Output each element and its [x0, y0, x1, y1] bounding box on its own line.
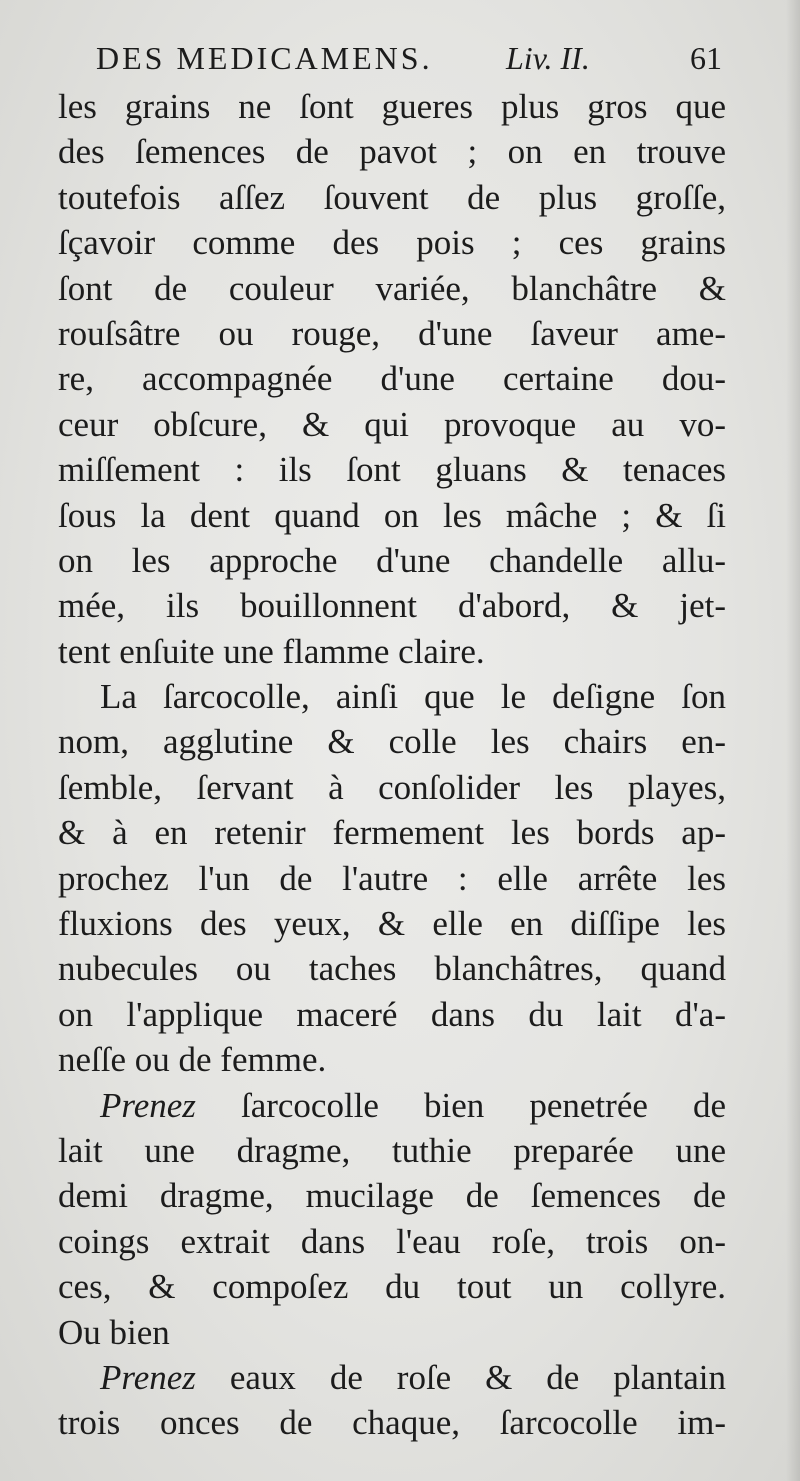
recipe-keyword: Prenez [100, 1357, 196, 1397]
text-line: La ſarcocolle, ainſi que le deſigne ſon [100, 677, 726, 717]
recipe-keyword: Prenez [100, 1085, 196, 1125]
running-head-title: DES MEDICAMENS. [96, 40, 433, 76]
text-line: rouſsâtre ou rouge, d'une ſaveur ame- [58, 313, 726, 353]
text-line: on les approche d'une chandelle allu- [58, 540, 726, 580]
text-line: fluxions des yeux, & elle en diſſipe les [58, 904, 726, 944]
text-line-rest: eaux de roſe & de plantain [229, 1357, 726, 1397]
paragraph-1 [58, 84, 726, 674]
page-number: 61 [690, 40, 722, 76]
text-line: mée, ils bouillonnent d'abord, & jet- [58, 586, 726, 626]
text-line: lait une dragme, tuthie preparée une [58, 1130, 726, 1170]
running-head-part: Liv. II. [506, 40, 590, 76]
text-line [58, 1083, 726, 1128]
text-line: on l'applique maceré dans du lait d'a- [58, 994, 726, 1034]
text-line: nom, agglutine & colle les chairs en- [58, 722, 726, 762]
text-line: demi dragme, mucilage de ſemences de [58, 1176, 726, 1216]
text-line: & à en retenir fermement les bords ap- [58, 813, 726, 853]
text-line: Ou bien [58, 1312, 170, 1352]
page-edge-shadow [786, 0, 800, 1481]
text-line: ſous la dent quand on les mâche ; & ſi [58, 495, 726, 535]
text-line [58, 1355, 726, 1400]
text-line: des ſemences de pavot ; on en trouve [58, 132, 726, 172]
paragraph-4-recipe [58, 1355, 726, 1446]
text-line: trois onces de chaque, ſarcocolle im- [58, 1403, 726, 1443]
text-line: toutefois aſſez ſouvent de plus groſſe, [58, 177, 726, 217]
text-line: ces, & compoſez du tout un collyre. [58, 1267, 726, 1307]
text-line: neſſe ou de femme. [58, 1040, 327, 1080]
text-line: les grains ne ſont gueres plus gros que [58, 87, 726, 126]
text-line: tent enſuite une flamme claire. [58, 631, 485, 671]
text-line: ſont de couleur variée, blanchâtre & [58, 268, 726, 308]
running-head [58, 32, 726, 84]
text-line: re, accompagnée d'une certaine dou- [58, 359, 726, 399]
text-line: ſçavoir comme des pois ; ces grains [58, 223, 726, 263]
text-line: miſſement : ils ſont gluans & tenaces [58, 450, 726, 490]
text-line-rest: ſarcocolle bien penetrée de [240, 1085, 726, 1125]
text-line: ceur obſcure, & qui provoque au vo- [58, 404, 726, 444]
page-text-block [58, 32, 726, 1446]
text-line: nubecules ou taches blanchâtres, quand [58, 949, 726, 989]
text-line: prochez l'un de l'autre : elle arrête les [58, 858, 726, 898]
paragraph-3-recipe [58, 1083, 726, 1355]
paragraph-2 [58, 674, 726, 1083]
text-line: coings extrait dans l'eau roſe, trois on- [58, 1221, 726, 1261]
text-line: ſemble, ſervant à conſolider les playes, [58, 767, 726, 807]
